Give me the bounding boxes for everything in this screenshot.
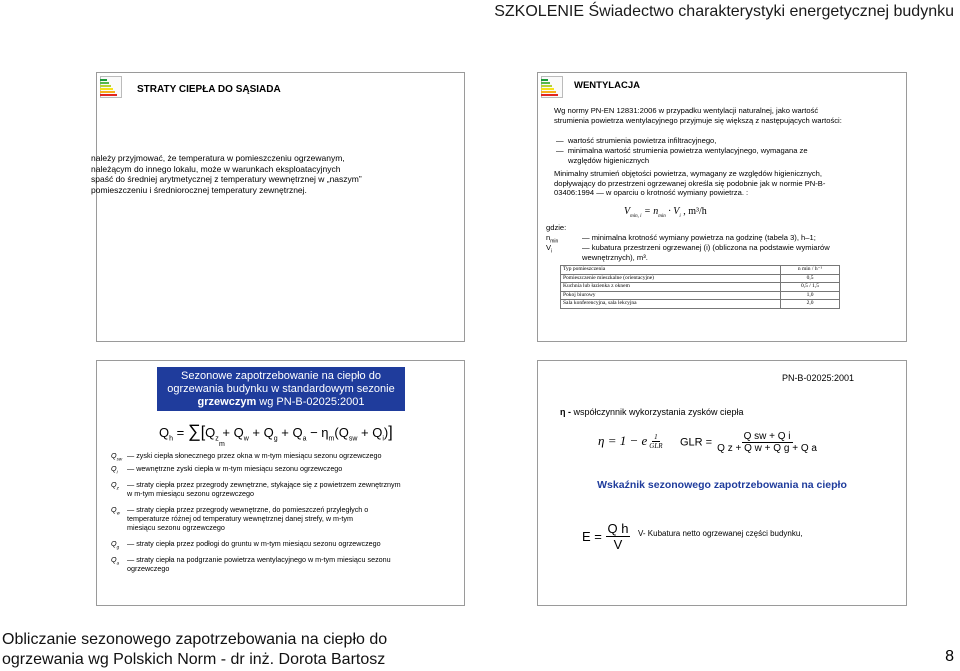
definition-item: $Q_i$ — wewnętrzne zyski ciepła w m-tym miesiącu sezonu ogrzewczego <box>111 464 343 475</box>
slide-body-text: należy przyjmować, że temperatura w pomieszczeniu ogrzewanym, należącym do innego lokalu, może w warunkach eksploatacyjnych spaść do średniej arytmetycznej z temperatury wewnętrznej w „naszym” pomieszczeniu i średniorocznej temperatury zewnętrznej. <box>91 153 362 195</box>
where-label: gdzie: <box>546 223 567 232</box>
eta-formula: η = 1 − e $\frac{1}{\text{GLR}}$ <box>598 433 663 450</box>
slide-title-box <box>157 367 405 411</box>
ventilation-formula: $V_{min, i} = n_{min} \cdot V_i$ , m³/h <box>624 206 707 219</box>
eta-definition: η - współczynnik wykorzystania zysków ciepła <box>560 407 744 417</box>
definition-item: $Q_w$ — straty ciepła przez przegrody wewnętrzne, do pomieszczeń przyległych o temperaturze różnej od temperatury wewnętrznej danej strefy, w m-tym miesiącu sezonu ogrzewczego <box>111 505 369 532</box>
definition-item: $Q_{sw}$ — zyski ciepła słonecznego przez okna w m-tym miesiącu sezonu ogrzewczego <box>111 451 382 462</box>
bullet-minimal: — minimalna wartość strumienia powietrza wentylacyjnego, wymagana ze względów higienicznych <box>556 146 808 165</box>
slide-ventilation <box>537 72 907 342</box>
slide-title: WENTYLACJA <box>574 80 640 91</box>
definition-item: $Q_g$ — straty ciepła przez podłogi do gruntu w m-tym miesiącu sezonu ogrzewczego <box>111 539 381 550</box>
table-row: Pokoj biurowy 1,0 <box>561 291 840 300</box>
energy-label-icon <box>541 76 563 98</box>
sum-index: m <box>219 441 225 448</box>
slide-seasonal-demand <box>96 360 465 606</box>
title-line: grzewczym wg PN-B-02025:2001 <box>197 396 365 408</box>
table-header-row: Typ pomieszczenia n min / h⁻¹ <box>561 266 840 275</box>
footer-caption <box>2 630 387 670</box>
title-line: Sezonowe zapotrzebowanie na ciepło do <box>181 370 381 382</box>
seasonal-demand-formula: $Q_h = \sum[Q_z + Q_w + Q_g + Q_a - \eta_m(Q_{sw} + Q_i)]$ <box>159 421 393 443</box>
ventilation-para2: Minimalny strumień objętości powietrza, wymagany ze względów higienicznych, dopływający do przestrzeni ogrzewanej określa się podobnie jak w normie PN-B-03406:1994 — w oparciu o krotność wymiany powietrza. : <box>554 169 826 198</box>
def-vi-text: — kubatura przestrzeni ogrzewanej (i) (obliczona na podstawie wymiarów wewnętrznych), m³. <box>582 243 830 262</box>
indicator-title: Wskaźnik sezonowego zapotrzebowania na ciepło <box>597 479 847 491</box>
bullet-infiltration: — wartość strumienia powietrza infiltracyjnego, <box>556 136 717 145</box>
table-row: Pomieszczenie mieszkalne (orientacyjne) 0,5 <box>561 274 840 283</box>
slide-title: STRATY CIEPŁA DO SĄSIADA <box>137 84 281 95</box>
title-line: ogrzewania budynku w standardowym sezonie <box>167 383 395 395</box>
glr-formula: GLR = $\frac{\text{Q sw + Q i}}{\text{Q z + Q w + Q g + Q a}}$ <box>680 431 817 454</box>
ventilation-intro: Wg normy PN-EN 12831:2006 w przypadku wentylacji naturalnej, jako wartość strumienia powietrza wentylacyjnego przyjmuje się większą z następujących wartości: <box>554 106 842 125</box>
volume-note: V- Kubatura netto ogrzewanej części budynku, <box>638 529 803 538</box>
norm-reference: PN-B-02025:2001 <box>781 373 854 383</box>
slide-heat-loss-neighbor <box>91 72 465 342</box>
def-nmin-symbol: $n_{min}$ <box>546 233 559 245</box>
definition-item: $Q_z$ — straty ciepła przez przegrody zewnętrzne, stykające się z powietrzem zewnętrznym w m-tym miesiącu sezonu ogrzewczego <box>111 480 401 498</box>
def-nmin-text: — minimalna krotność wymiany powietrza na godzinę (tabela 3), h–1; <box>582 233 816 242</box>
def-vi-symbol: $V_i$ <box>546 243 553 255</box>
table-row: Sala konferencyjna, sala lekcyjna 2,0 <box>561 300 840 309</box>
energy-label-icon <box>100 76 122 98</box>
indicator-formula: E = $\frac{\text{Q h}}{V}$ <box>582 521 629 552</box>
definition-item: $Q_a$ — straty ciepła na podgrzanie powietrza wentylacyjnego w m-tym miesiącu sezonu ogrzewczego <box>111 555 391 573</box>
page-number: 8 <box>945 648 954 665</box>
footer-line: ogrzewania wg Polskich Norm - dr inż. Dorota Bartosz <box>2 651 386 668</box>
presentation-header: SZKOLENIE Świadectwo charakterystyki energetycznej budynku <box>494 3 954 20</box>
symbol-definitions <box>105 451 405 573</box>
footer-line: Obliczanie sezonowego zapotrzebowania na ciepło do <box>2 631 388 648</box>
ventilation-table <box>560 265 840 309</box>
slide-utilisation-factor <box>537 360 907 606</box>
table-row: Kuchnia lub łazienka z oknem 0,5 / 1,5 <box>561 283 840 292</box>
